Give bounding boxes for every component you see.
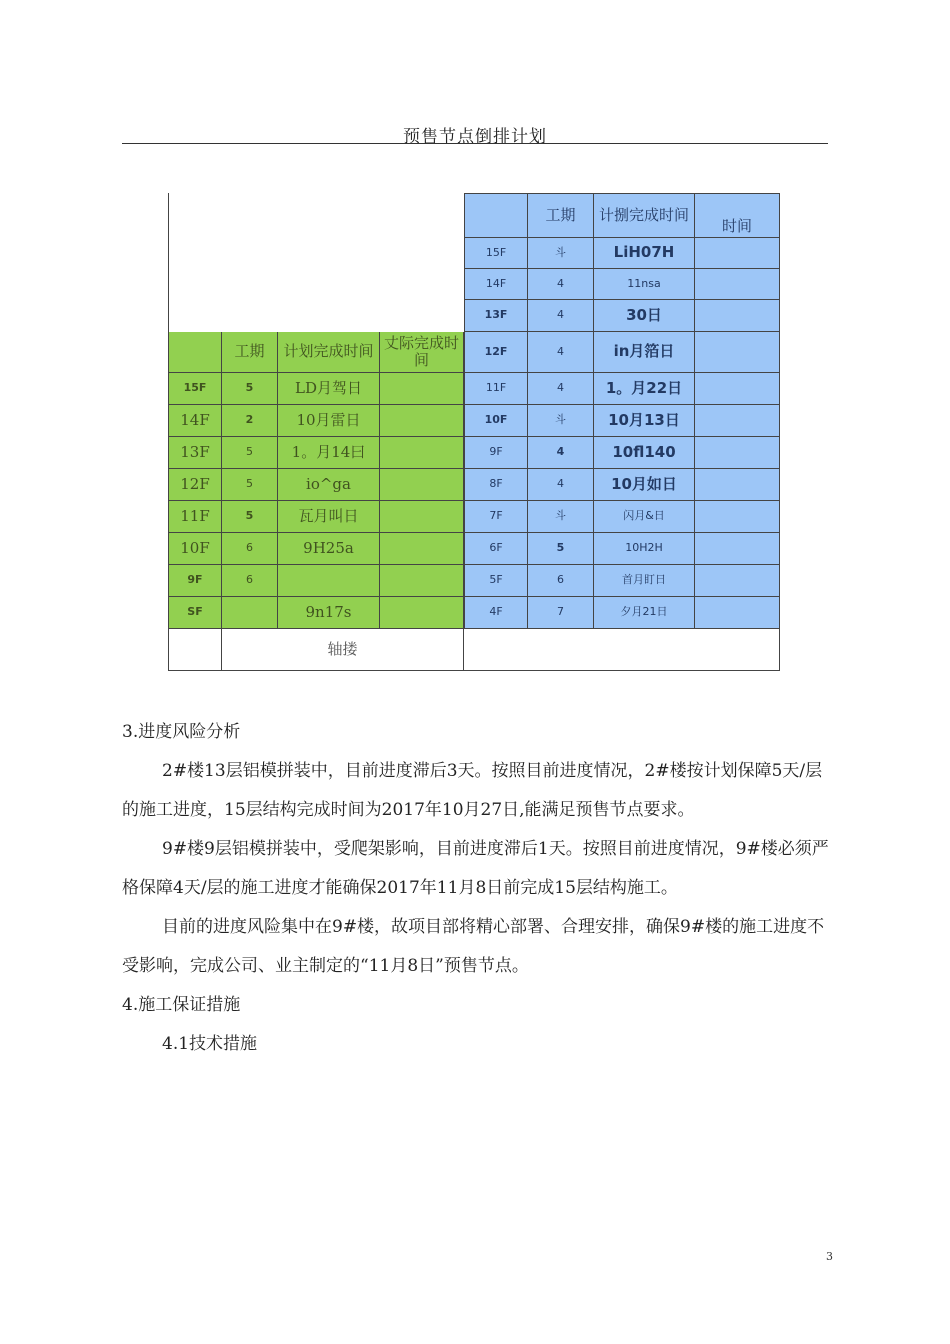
- left-row-days-cell: [222, 597, 278, 629]
- right-row-floor-cell: 9F: [464, 437, 528, 469]
- page-header-title: 预售节点倒排计划: [403, 127, 547, 147]
- left-header-days: 工期: [222, 332, 278, 373]
- right-row-actual-cell: [695, 533, 780, 565]
- right-row-days-cell: 4: [528, 437, 594, 469]
- right-row-days-cell: 斗: [528, 238, 594, 269]
- left-row-days-cell: 6: [222, 565, 278, 597]
- right-row-actual-cell: [695, 405, 780, 437]
- footer-building-label: 轴搂: [222, 629, 464, 671]
- left-row-days-cell: 5: [222, 373, 278, 405]
- right-row-planned-cell: 30日: [594, 300, 695, 332]
- left-row-planned-cell: 9n17s: [278, 597, 380, 629]
- left-row-floor-cell: 15F: [168, 373, 222, 405]
- left-row-planned-cell: LD月驾日: [278, 373, 380, 405]
- left-header-actual: 丈际完成时间: [380, 332, 464, 373]
- left-header-planned: 计划完成时间: [278, 332, 380, 373]
- left-row-planned-cell: 瓦月叫日: [278, 501, 380, 533]
- right-row-floor-cell: 12F: [464, 332, 528, 373]
- left-header-floor: [168, 332, 222, 373]
- left-row-floor-cell: 13F: [168, 437, 222, 469]
- section-3-paragraph-2: 9#楼9层铝模拼装中，受爬架影响，目前进度滞后1天。按照目前进度情况，9#楼必须严格保障4天/层的施工进度才能确保2017年11月8日前完成15层结构施工。: [122, 839, 829, 898]
- left-row-planned-cell: 1。月14曰: [278, 437, 380, 469]
- left-row-days-cell: 5: [222, 469, 278, 501]
- right-row-days-cell: 4: [528, 469, 594, 501]
- section-3-paragraph-3: 目前的进度风险集中在9#楼，故项目部将精心部署、合理安排，确保9#楼的施工进度不受影响，完成公司、业主制定的“11月8日”预售节点。: [122, 917, 825, 976]
- left-row-actual-cell: [380, 565, 464, 597]
- right-row-planned-cell: LiH07H: [594, 238, 695, 269]
- left-row-planned-cell: 9H25a: [278, 533, 380, 565]
- right-row-days-cell: 4: [528, 373, 594, 405]
- right-row-actual-cell: [695, 332, 780, 373]
- right-row-days-cell: 6: [528, 565, 594, 597]
- left-row-days-cell: 2: [222, 405, 278, 437]
- right-header-days: 工期: [528, 193, 594, 238]
- right-row-days-cell: 斗: [528, 405, 594, 437]
- right-header-actual: 时间: [695, 193, 780, 238]
- right-row-actual-cell: [695, 597, 780, 629]
- right-header-floor: [464, 193, 528, 238]
- right-row-planned-cell: 10H2H: [594, 533, 695, 565]
- left-row-planned-cell: io^ga: [278, 469, 380, 501]
- right-row-days-cell: 4: [528, 269, 594, 300]
- right-row-actual-cell: [695, 437, 780, 469]
- right-row-planned-cell: 夕月21日: [594, 597, 695, 629]
- table-blank-area: [168, 193, 464, 332]
- header-rule: [122, 143, 828, 144]
- left-row-actual-cell: [380, 533, 464, 565]
- right-row-days-cell: 5: [528, 533, 594, 565]
- left-row-days-cell: 5: [222, 437, 278, 469]
- right-row-planned-cell: 11nsa: [594, 269, 695, 300]
- section-4-title: 4.施工保证措施: [122, 995, 241, 1015]
- left-row-floor-cell: 12F: [168, 469, 222, 501]
- left-row-actual-cell: [380, 437, 464, 469]
- left-row-floor-cell: SF: [168, 597, 222, 629]
- right-row-floor-cell: 10F: [464, 405, 528, 437]
- right-row-planned-cell: 1。月22日: [594, 373, 695, 405]
- right-row-planned-cell: 首月盯日: [594, 565, 695, 597]
- right-header-planned: 计捌完成时间: [594, 193, 695, 238]
- right-row-actual-cell: [695, 269, 780, 300]
- right-row-days-cell: 4: [528, 300, 594, 332]
- right-row-planned-cell: 10fl140: [594, 437, 695, 469]
- footer-blank-cell: [168, 629, 222, 671]
- right-row-floor-cell: 6F: [464, 533, 528, 565]
- left-row-actual-cell: [380, 405, 464, 437]
- schedule-table: [168, 193, 780, 671]
- right-row-planned-cell: 10月13日: [594, 405, 695, 437]
- left-row-planned-cell: 10月雷日: [278, 405, 380, 437]
- footer-right-blank: [464, 629, 780, 671]
- right-row-planned-cell: in月箔日: [594, 332, 695, 373]
- page-number: 3: [826, 1250, 833, 1263]
- left-row-days-cell: 5: [222, 501, 278, 533]
- left-row-actual-cell: [380, 373, 464, 405]
- right-row-actual-cell: [695, 300, 780, 332]
- section-3-title: 3.进度风险分析: [122, 722, 241, 742]
- section-3-paragraph-1: 2#楼13层铝模拼装中，目前进度滞后3天。按照目前进度情况，2#楼按计划保障5天/层的施工进度，15层结构完成时间为2017年10月27日,能满足预售节点要求。: [122, 761, 823, 820]
- right-row-floor-cell: 14F: [464, 269, 528, 300]
- right-row-actual-cell: [695, 238, 780, 269]
- right-row-planned-cell: 10月如日: [594, 469, 695, 501]
- right-row-floor-cell: 4F: [464, 597, 528, 629]
- right-row-days-cell: 斗: [528, 501, 594, 533]
- right-row-floor-cell: 13F: [464, 300, 528, 332]
- right-row-actual-cell: [695, 565, 780, 597]
- right-row-days-cell: 4: [528, 332, 594, 373]
- right-row-actual-cell: [695, 469, 780, 501]
- left-row-floor-cell: 9F: [168, 565, 222, 597]
- left-row-actual-cell: [380, 469, 464, 501]
- left-row-floor-cell: 11F: [168, 501, 222, 533]
- body-content: [122, 713, 832, 1064]
- right-row-planned-cell: 闪月&日: [594, 501, 695, 533]
- section-4-1-title: 4.1技术措施: [162, 1034, 258, 1054]
- left-row-floor-cell: 10F: [168, 533, 222, 565]
- left-row-actual-cell: [380, 501, 464, 533]
- right-row-floor-cell: 7F: [464, 501, 528, 533]
- left-row-planned-cell: [278, 565, 380, 597]
- right-row-floor-cell: 11F: [464, 373, 528, 405]
- right-row-floor-cell: 15F: [464, 238, 528, 269]
- left-row-days-cell: 6: [222, 533, 278, 565]
- right-row-days-cell: 7: [528, 597, 594, 629]
- right-row-actual-cell: [695, 373, 780, 405]
- right-row-floor-cell: 5F: [464, 565, 528, 597]
- right-row-floor-cell: 8F: [464, 469, 528, 501]
- left-row-floor-cell: 14F: [168, 405, 222, 437]
- left-row-actual-cell: [380, 597, 464, 629]
- right-row-actual-cell: [695, 501, 780, 533]
